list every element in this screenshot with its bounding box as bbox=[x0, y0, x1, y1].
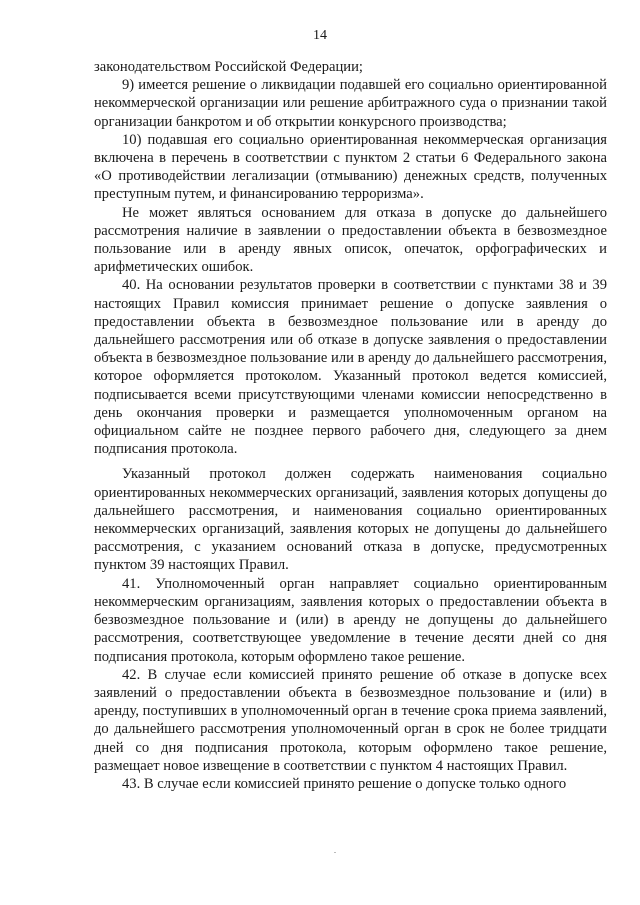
paragraph-note: Не может являться основанием для отказа в допуске до дальнейшего рассмотрения наличие в заявлении о предоставлении объекта в безвозмездное пользование или в аренду явных описок, опечаток, орфографических и арифметических ошибок. bbox=[94, 204, 607, 276]
page-number: 14 bbox=[313, 28, 327, 43]
paragraph-item-9: 9) имеется решение о ликвидации подавшей его социально ориентированной некоммерческой организации или решение арбитражного суда о признании такой организации банкротом и об открытии конкурсного производства; bbox=[94, 77, 607, 130]
paragraph-section-43: 43. В случае если комиссией принято решение о допуске только одного bbox=[122, 775, 567, 792]
scan-artifact bbox=[334, 852, 336, 853]
paragraph-section-41: 41. Уполномоченный орган направляет социально ориентированным некоммерческим организациям, заявления которых о предоставлении объекта в безвозмездное пользование и (или) в аренду не допущены до дальнейшего рассмотрения, соответствующее уведомление в течение десяти дней со дня подписания протокола, которым оформлено такое решение. bbox=[94, 575, 607, 665]
paragraph-continuation: законодательством Российской Федерации; bbox=[94, 59, 363, 75]
document-body bbox=[94, 58, 607, 793]
paragraph-protocol-contents: Указанный протокол должен содержать наименования социально ориентированных некоммерческих организаций, заявления которых допущены до дальнейшего рассмотрения, и наименования социально ориентированных некоммерческих организаций, заявления которых не допущены до дальнейшего рассмотрения, с указанием оснований отказа в допуске, предусмотренных пунктом 39 настоящих Правил. bbox=[94, 466, 607, 574]
paragraph-section-42: 42. В случае если комиссией принято решение об отказе в допуске всех заявлений о предоставлении объекта в безвозмездное пользование и (или) в аренду, поступивших в уполномоченный орган в течение срока приема заявлений, до дальнейшего рассмотрения уполномоченный орган в срок не более тридцати дней со дня подписания протокола, которым оформлено такое решение, размещает новое извещение в соответствии с пунктом 4 настоящих Правил. bbox=[94, 666, 607, 774]
paragraph-section-40: 40. На основании результатов проверки в соответствии с пунктами 38 и 39 настоящих Правил комиссия принимает решение о допуске заявления о предоставлении объекта в безвозмездное пользование или в аренду до дальнейшего рассмотрения или об отказе в допуске заявления о предоставлении объекта в безвозмездное пользование или в аренду до дальнейшего рассмотрения, которое оформляется протоколом. Указанный протокол ведется комиссией, подписывается всеми присутствующими членами комиссии непосредственно в день окончания проверки и размещается уполномоченным органом на официальном сайте не позднее первого рабочего дня, следующего за днем подписания протокола. bbox=[94, 277, 607, 458]
paragraph-item-10: 10) подавшая его социально ориентированная некоммерческая организация включена в перечень в соответствии с пунктом 2 статьи 6 Федерального закона «О противодействии легализации (отмыванию) денежных средств, полученных преступным путем, и финансированию терроризма». bbox=[94, 131, 607, 203]
